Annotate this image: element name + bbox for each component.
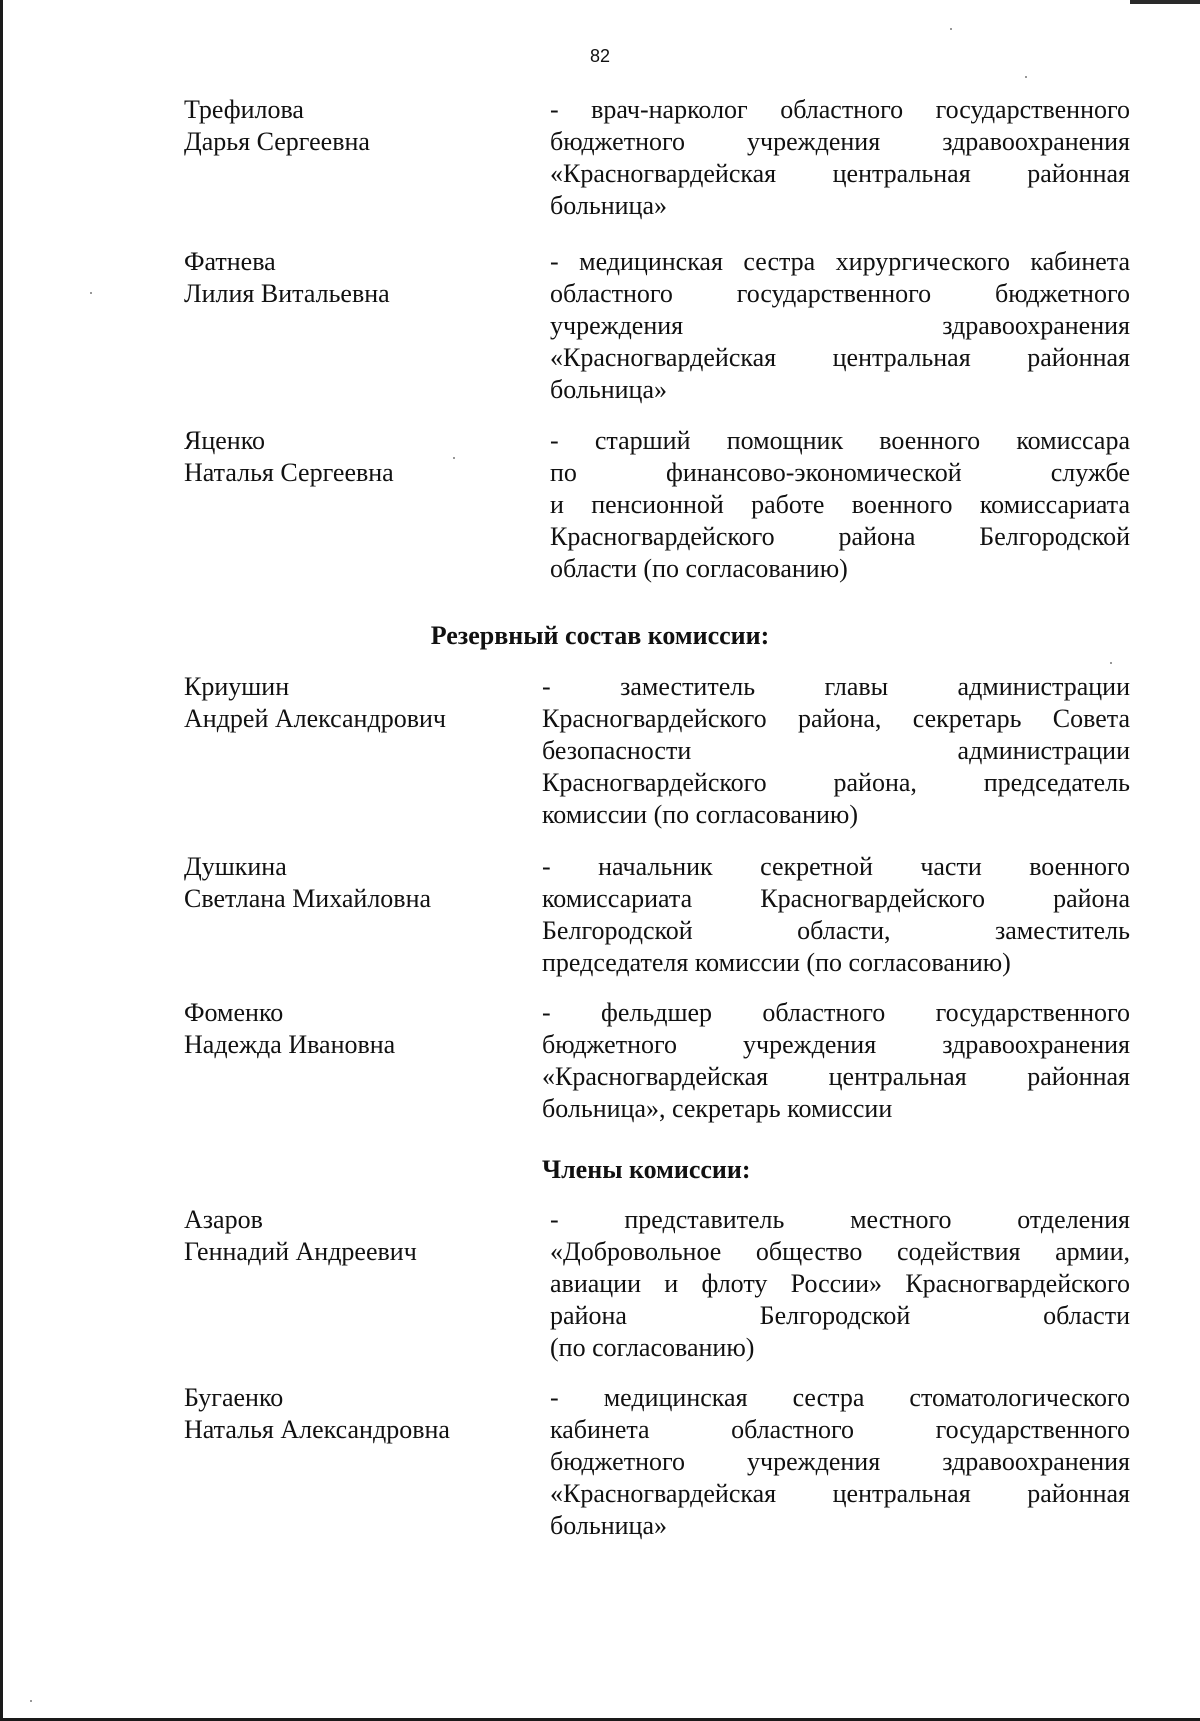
member-surname: Яценко bbox=[184, 426, 266, 455]
member-surname: Трефилова bbox=[184, 95, 304, 124]
member-position bbox=[550, 1382, 1130, 1542]
member-given-names: Лилия Витальевна bbox=[184, 279, 390, 308]
member-surname: Душкина bbox=[184, 852, 287, 881]
scan-border-left bbox=[0, 0, 3, 1721]
member-given-names: Андрей Александрович bbox=[184, 704, 446, 733]
position-line: - врач-нарколог областного государственного bbox=[550, 95, 1130, 124]
member-surname: Бугаенко bbox=[184, 1383, 284, 1412]
member-given-names: Надежда Ивановна bbox=[184, 1030, 396, 1059]
position-line: - фельдшер областного государственного bbox=[542, 998, 1130, 1027]
position-line: «Красногвардейская центральная районная bbox=[550, 343, 1130, 372]
position-line: больница» bbox=[550, 191, 667, 220]
member-given-names: Дарья Сергеевна bbox=[184, 127, 370, 156]
member-surname: Криушин bbox=[184, 672, 290, 701]
position-line: «Красногвардейская центральная районная bbox=[550, 1479, 1130, 1508]
member-position bbox=[550, 246, 1130, 406]
position-line: - представитель местного отделения bbox=[550, 1205, 1130, 1234]
position-line: бюджетного учреждения здравоохранения bbox=[542, 1030, 1130, 1059]
position-line: области (по согласованию) bbox=[550, 554, 848, 583]
position-line: больница» bbox=[550, 375, 667, 404]
member-name bbox=[184, 1204, 524, 1268]
position-line: бюджетного учреждения здравоохранения bbox=[550, 127, 1130, 156]
position-line: «Красногвардейская центральная районная bbox=[550, 159, 1130, 188]
position-line: Красногвардейского района Белгородской bbox=[550, 522, 1130, 551]
members-heading: Члены комиссии: bbox=[542, 1155, 751, 1184]
position-line: - заместитель главы администрации bbox=[542, 672, 1130, 701]
member-surname: Азаров bbox=[184, 1205, 263, 1234]
position-line: - медицинская сестра хирургического кабинета bbox=[550, 247, 1130, 276]
position-line: - старший помощник военного комиссара bbox=[550, 426, 1130, 455]
position-line: комиссии (по согласованию) bbox=[542, 800, 858, 829]
member-name bbox=[184, 94, 524, 158]
member-position bbox=[550, 94, 1130, 222]
position-line: и пенсионной работе военного комиссариата bbox=[550, 490, 1130, 519]
position-line: - медицинская сестра стоматологического bbox=[550, 1383, 1130, 1412]
member-position bbox=[542, 671, 1130, 831]
scan-speck bbox=[30, 1700, 32, 1702]
position-line: авиации и флоту России» Красногвардейского bbox=[550, 1269, 1130, 1298]
member-surname: Фоменко bbox=[184, 998, 284, 1027]
page-number: 82 bbox=[589, 46, 611, 66]
position-line: безопасности администрации bbox=[542, 736, 1130, 765]
member-name bbox=[184, 997, 524, 1061]
member-position bbox=[550, 1204, 1130, 1364]
member-given-names: Геннадий Андреевич bbox=[184, 1237, 417, 1266]
member-given-names: Наталья Александровна bbox=[184, 1415, 450, 1444]
position-line: председателя комиссии (по согласованию) bbox=[542, 948, 1011, 977]
position-line: учреждения здравоохранения bbox=[550, 311, 1130, 340]
member-surname: Фатнева bbox=[184, 247, 276, 276]
position-line: (по согласованию) bbox=[550, 1333, 755, 1362]
position-line: Белгородской области, заместитель bbox=[542, 916, 1130, 945]
member-given-names: Наталья Сергеевна bbox=[184, 458, 394, 487]
member-position bbox=[542, 997, 1130, 1125]
position-line: «Добровольное общество содействия армии, bbox=[550, 1237, 1130, 1266]
member-name bbox=[184, 671, 524, 735]
position-line: больница», секретарь комиссии bbox=[542, 1094, 893, 1123]
scan-speck bbox=[1025, 76, 1027, 78]
position-line: бюджетного учреждения здравоохранения bbox=[550, 1447, 1130, 1476]
member-name bbox=[184, 1382, 524, 1446]
scan-speck bbox=[90, 292, 92, 294]
member-position bbox=[542, 851, 1130, 979]
member-position bbox=[550, 425, 1130, 585]
member-name bbox=[184, 851, 524, 915]
scan-speck bbox=[950, 28, 952, 30]
reserve-heading: Резервный состав комиссии: bbox=[430, 621, 770, 650]
position-line: больница» bbox=[550, 1511, 667, 1540]
position-line: Красногвардейского района, секретарь Совета bbox=[542, 704, 1130, 733]
position-line: по финансово-экономической службе bbox=[550, 458, 1130, 487]
scan-speck bbox=[1110, 662, 1112, 664]
position-line: «Красногвардейская центральная районная bbox=[542, 1062, 1130, 1091]
position-line: Красногвардейского района, председатель bbox=[542, 768, 1130, 797]
position-line: областного государственного бюджетного bbox=[550, 279, 1130, 308]
member-given-names: Светлана Михайловна bbox=[184, 884, 432, 913]
position-line: района Белгородской области bbox=[550, 1301, 1130, 1330]
member-name bbox=[184, 246, 524, 310]
member-name bbox=[184, 425, 524, 489]
position-line: кабинета областного государственного bbox=[550, 1415, 1130, 1444]
scan-border-top-right bbox=[1130, 0, 1200, 4]
position-line: комиссариата Красногвардейского района bbox=[542, 884, 1130, 913]
position-line: - начальник секретной части военного bbox=[542, 852, 1130, 881]
